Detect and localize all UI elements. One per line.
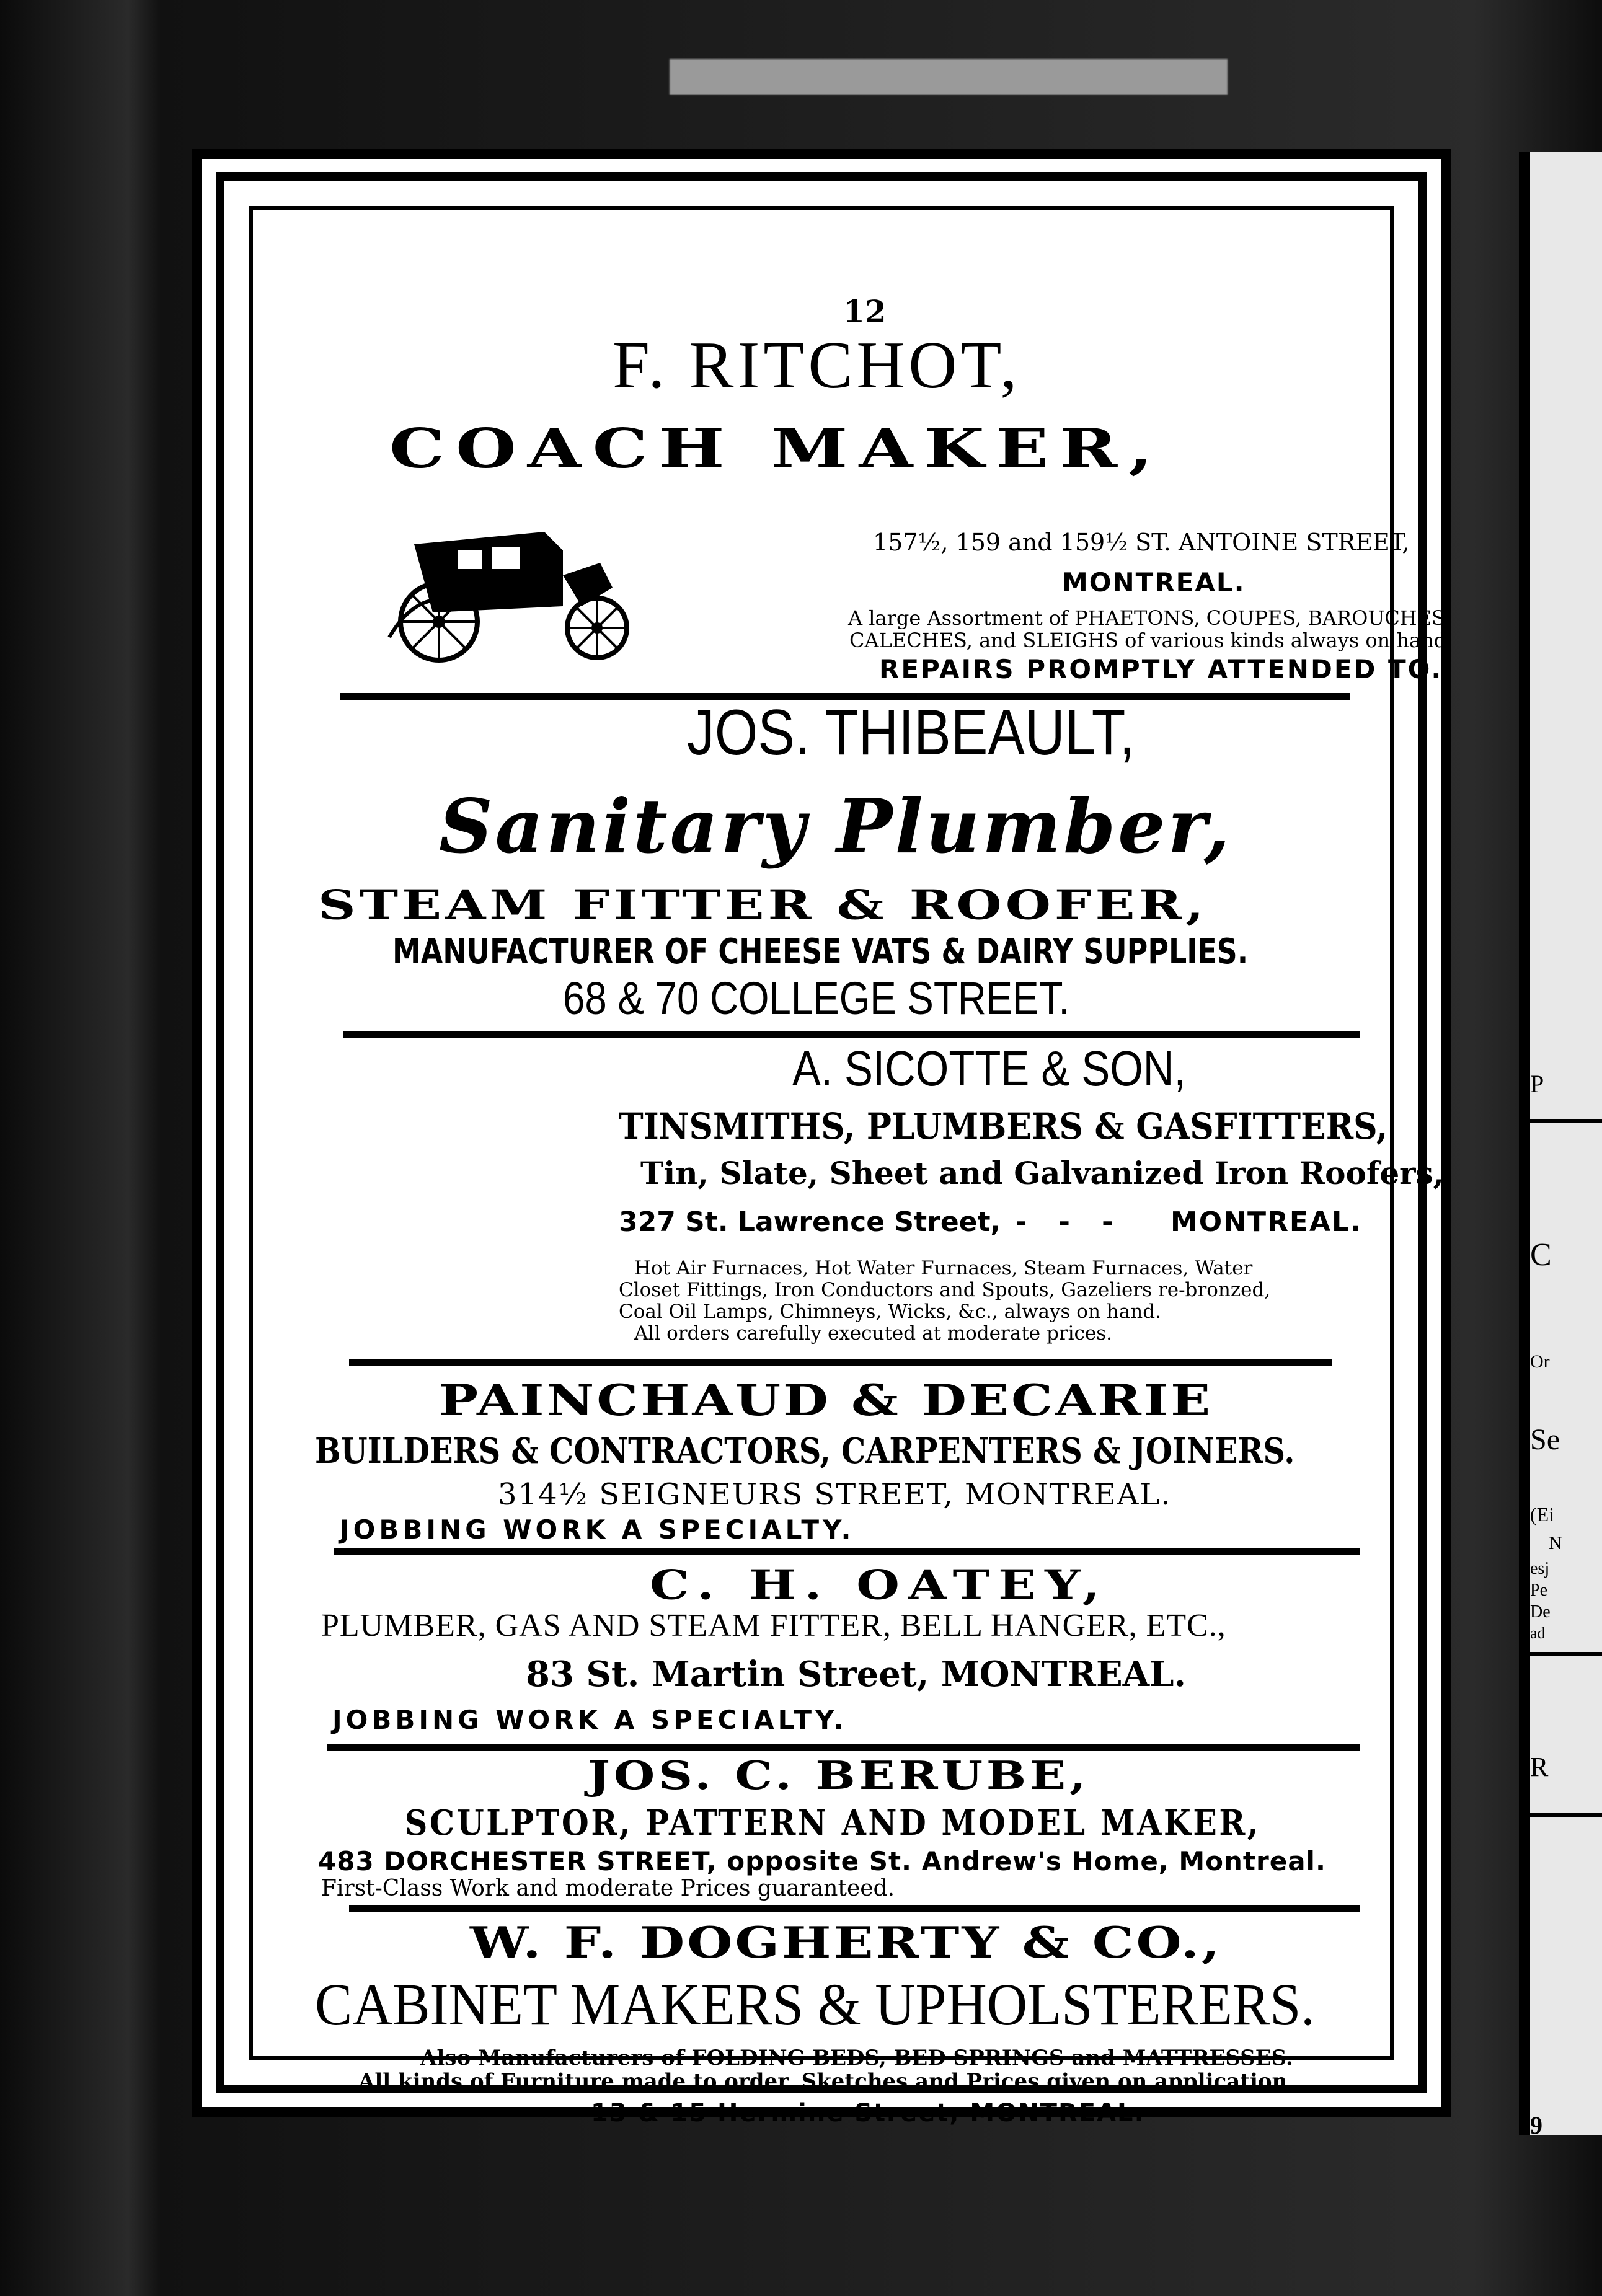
sicotte-name: A. SICOTTE & SON, bbox=[792, 1041, 1186, 1096]
facing-page-text: P bbox=[1530, 1070, 1544, 1098]
carriage-illustration bbox=[377, 507, 650, 668]
facing-page-text: N bbox=[1549, 1533, 1562, 1553]
berube-name: JOS. C. BERUBE, bbox=[588, 1753, 1090, 1798]
berube-guarantee: First-Class Work and moderate Prices guaranteed. bbox=[321, 1876, 895, 1901]
facing-page-text: Or bbox=[1530, 1351, 1550, 1372]
sicotte-description: Hot Air Furnaces, Hot Water Furnaces, Steam Furnaces, Water bbox=[634, 1257, 1253, 1279]
divider-rule bbox=[349, 1905, 1360, 1912]
page-frame-inner bbox=[249, 206, 1453, 2127]
dogherty-trade: CABINET MAKERS & UPHOLSTERERS. bbox=[315, 1971, 1315, 2038]
page-frame bbox=[192, 149, 1453, 2127]
ritchot-stock: CALECHES, and SLEIGHS of various kinds always on hand. bbox=[849, 629, 1453, 652]
oatey-trade: PLUMBER, GAS AND STEAM FITTER, BELL HANGER, ETC., bbox=[321, 1608, 1226, 1643]
divider-rule bbox=[327, 1744, 1360, 1751]
oatey-jobbing: JOBBING WORK A SPECIALTY. bbox=[332, 1705, 847, 1735]
facing-page-text: ad bbox=[1530, 1624, 1546, 1642]
ritchot-trade: COACH MAKER, bbox=[389, 417, 1164, 481]
berube-address: 483 DORCHESTER STREET, opposite St. Andrew's Home, Montreal. bbox=[318, 1846, 1326, 1876]
sicotte-dashes: - - - bbox=[1016, 1206, 1125, 1238]
facing-page-text: R bbox=[1530, 1752, 1549, 1782]
dogherty-name: W. F. DOGHERTY & CO., bbox=[470, 1917, 1223, 1968]
facing-page-text: 9 bbox=[1530, 2111, 1542, 2139]
divider-rule bbox=[349, 1359, 1332, 1366]
facing-page-text: Se bbox=[1530, 1423, 1560, 1456]
scan-artifact-strip bbox=[670, 59, 1228, 95]
dogherty-manufacturers: Also Manufacturers of FOLDING BEDS, BED SPRINGS and MATTRESSES. bbox=[420, 2046, 1293, 2070]
painchaud-trade: BUILDERS & CONTRACTORS, CARPENTERS & JOINERS. bbox=[315, 1431, 1295, 1472]
page-frame-middle bbox=[216, 172, 1453, 2127]
facing-page-text: C bbox=[1530, 1237, 1552, 1273]
painchaud-jobbing: JOBBING WORK A SPECIALTY. bbox=[340, 1514, 855, 1545]
thibeault-trade-secondary: STEAM FITTER & ROOFER, bbox=[318, 881, 1208, 929]
sicotte-city: MONTREAL. bbox=[1171, 1206, 1362, 1238]
facing-page-rule bbox=[1530, 1119, 1602, 1123]
ritchot-city: MONTREAL. bbox=[1062, 567, 1246, 598]
dogherty-address: 13 & 15 Hermine Street, MONTREAL. bbox=[591, 2099, 1145, 2127]
divider-rule bbox=[334, 1548, 1360, 1555]
divider-rule bbox=[343, 1031, 1360, 1038]
oatey-address: 83 St. Martin Street, MONTREAL. bbox=[526, 1654, 1186, 1695]
ritchot-address: 157½, 159 and 159½ ST. ANTOINE STREET, bbox=[873, 529, 1410, 556]
painchaud-address: 314½ SEIGNEURS STREET, MONTREAL. bbox=[498, 1477, 1172, 1512]
oatey-name: C. H. OATEY, bbox=[650, 1561, 1109, 1609]
ritchot-name: F. RITCHOT, bbox=[613, 329, 1021, 402]
thibeault-name: JOS. THIBEAULT, bbox=[687, 697, 1135, 769]
berube-trade: SCULPTOR, PATTERN AND MODEL MAKER, bbox=[405, 1803, 1261, 1843]
facing-page-text: (Ei bbox=[1530, 1503, 1555, 1526]
facing-page-text: esj bbox=[1530, 1559, 1550, 1578]
facing-page-fragment bbox=[1519, 152, 1602, 2139]
thibeault-address: 68 & 70 COLLEGE STREET. bbox=[563, 973, 1070, 1024]
sicotte-trade: TINSMITHS, PLUMBERS & GASFITTERS, bbox=[619, 1105, 1388, 1147]
sicotte-roofers: Tin, Slate, Sheet and Galvanized Iron Roofers, bbox=[640, 1155, 1445, 1191]
sicotte-address: 327 St. Lawrence Street, bbox=[619, 1206, 1001, 1238]
facing-page-rule bbox=[1530, 1652, 1602, 1656]
ritchot-assortment: A large Assortment of PHAETONS, COUPES, BAROUCHES. bbox=[848, 606, 1451, 630]
sicotte-description: Closet Fittings, Iron Conductors and Spouts, Gazeliers re-bronzed, bbox=[619, 1279, 1271, 1301]
facing-page-rule bbox=[1530, 1813, 1602, 1817]
facing-page-text: Pe bbox=[1530, 1581, 1547, 1600]
advertisement-page bbox=[253, 210, 1453, 2127]
ritchot-repairs: REPAIRS PROMPTLY ATTENDED TO. bbox=[879, 654, 1443, 684]
page-number: 12 bbox=[843, 293, 887, 330]
facing-page-text: De bbox=[1530, 1602, 1551, 1622]
dogherty-made-to-order: All kinds of Furniture made to order. Sketches and Prices given on application. bbox=[358, 2069, 1295, 2094]
sicotte-description: Coal Oil Lamps, Chimneys, Wicks, &c., always on hand. bbox=[619, 1300, 1161, 1323]
thibeault-trade: Sanitary Plumber, bbox=[439, 783, 1232, 870]
sicotte-description: All orders carefully executed at moderate prices. bbox=[634, 1322, 1113, 1344]
painchaud-name: PAINCHAUD & DECARIE bbox=[439, 1375, 1213, 1426]
thibeault-manufacturer: MANUFACTURER OF CHEESE VATS & DAIRY SUPPLIES. bbox=[392, 932, 1249, 972]
